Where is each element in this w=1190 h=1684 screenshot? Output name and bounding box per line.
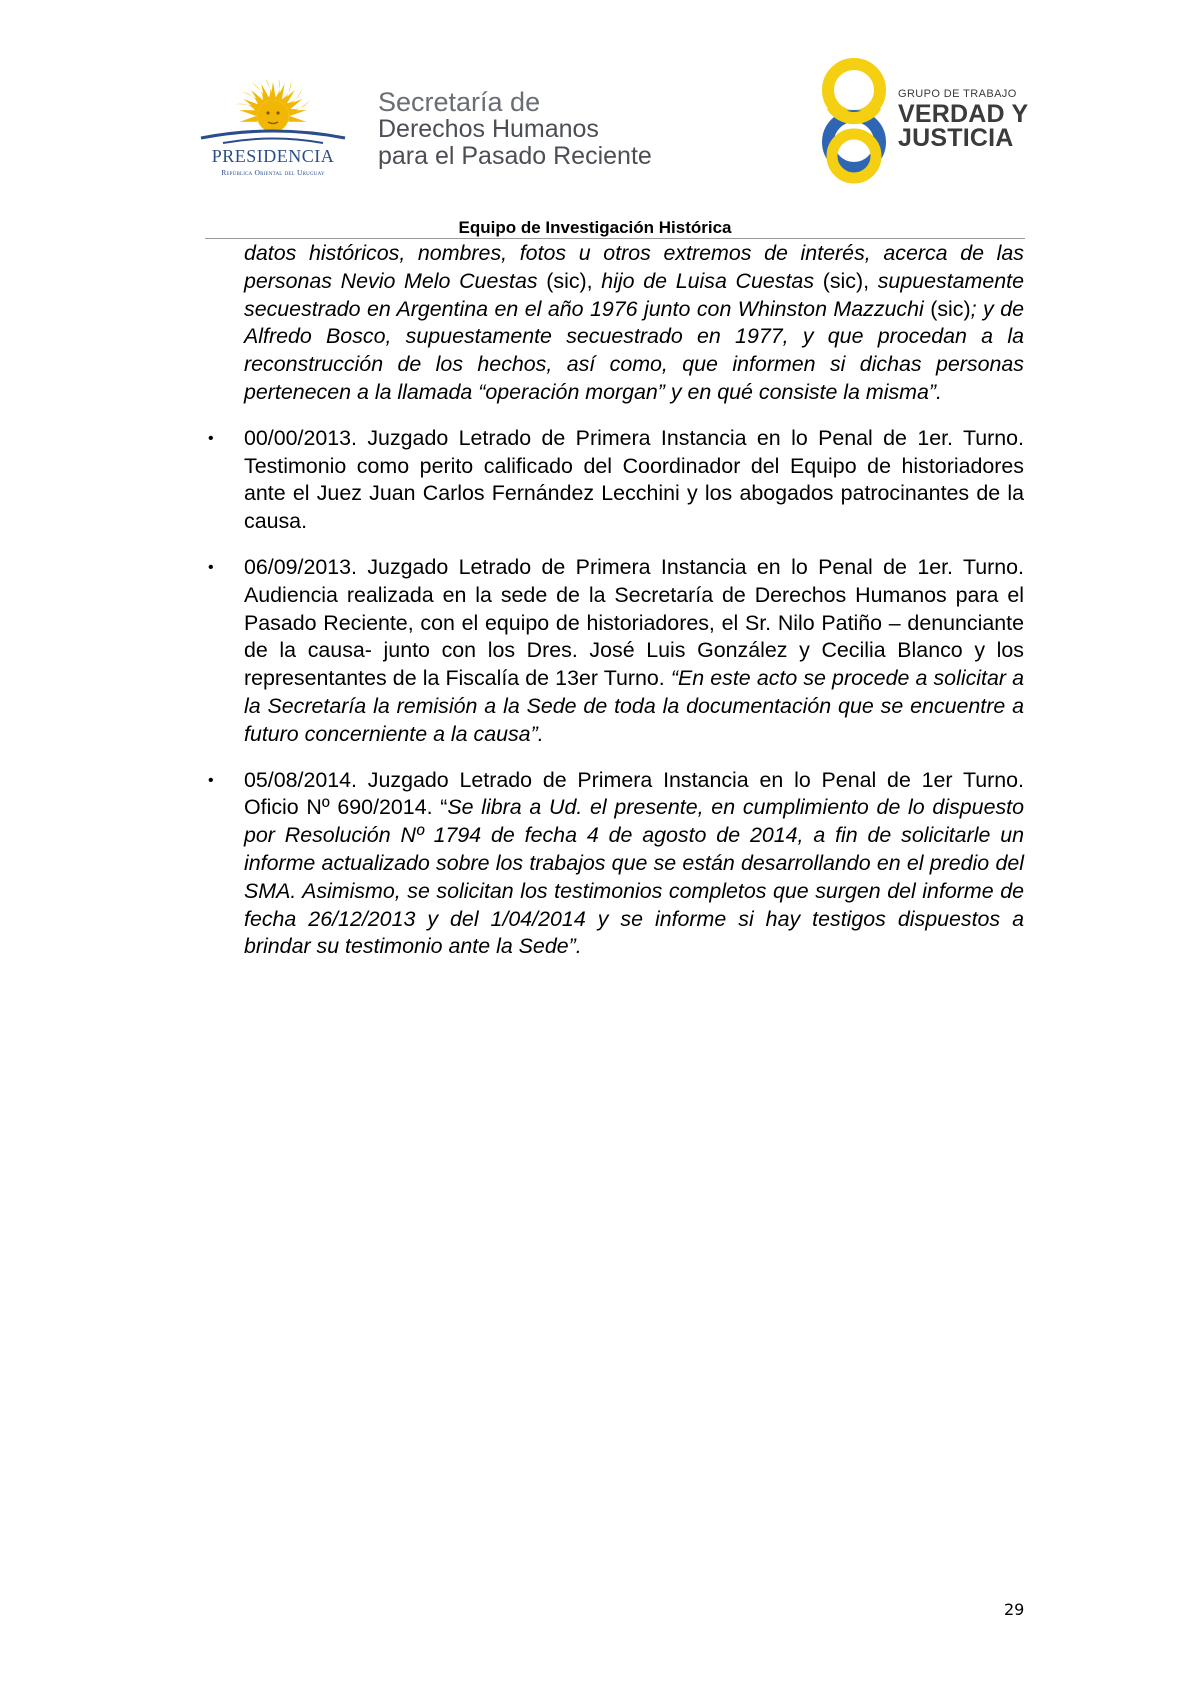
- list-item: [208, 554, 1024, 749]
- list-item-text: [244, 554, 1024, 749]
- entry-3-text: 05/08/2014. Juzgado Letrado de Primera Instancia en lo Penal de 1er Turno. Oficio Nº 690/2014. “: [244, 767, 1024, 820]
- secretaria-line-2: Derechos Humanos: [378, 115, 599, 143]
- page-number: 29: [1004, 1600, 1025, 1619]
- list-item: [208, 425, 1024, 536]
- secretaria-title: [378, 89, 652, 170]
- presidencia-name: PRESIDENCIA: [211, 146, 335, 166]
- continuation-text-4: (sic),: [814, 268, 878, 293]
- verdad-word: VERDAD Y: [898, 100, 1029, 128]
- list-item-text: [244, 767, 1024, 962]
- entry-2-text: 06/09/2013. Juzgado Letrado de Primera Instancia en lo Penal de 1er. Turno. Audiencia realizada en la sede de la Secretaría de Derechos Humanos para el Pasado Reciente, con el equipo de historiadores, el Sr. Nilo Patiño – denunciante de la causa- junto con los Dres. José Luis González y Cecilia Blanco y los representantes de la Fiscalía de 13er Turno.: [244, 554, 1024, 691]
- document-body: [208, 240, 1025, 961]
- bullet-icon: •: [208, 558, 214, 576]
- presidencia-logo: [193, 80, 353, 180]
- sun-emblem-icon: [193, 80, 353, 150]
- continuation-paragraph: [244, 240, 1024, 407]
- continuation-text-6: (sic): [923, 296, 971, 321]
- entry-1-text: 00/00/2013. Juzgado Letrado de Primera Instancia en lo Penal de 1er. Turno. Testimonio como perito calificado del Coordinador del Equipo de historiadores ante el Juez Juan Carlos Fernández Lecchini y los abogados patrocinantes de la causa.: [244, 425, 1024, 534]
- presidencia-subtitle: República Oriental del Uruguay: [221, 168, 325, 177]
- verdad-justicia-wordmark: [898, 102, 1028, 150]
- header-divider: [205, 238, 1025, 239]
- continuation-text-5: supuestamente secuestrado en Argentina en el año 1976 junto con Whinston Mazzuchi: [244, 268, 1025, 321]
- bullet-icon: •: [208, 429, 214, 447]
- entry-2-quote: “En este acto se procede a solicitar a la Secretaría la remisión a la Sede de toda la documentación que se encuentre a futuro concerniente a la causa”.: [244, 666, 1024, 746]
- continuation-text-2: (sic),: [537, 268, 602, 293]
- entry-3-quote: Se libra a Ud. el presente, en cumplimiento de lo dispuesto por Resolución Nº 1794 de fecha 4 de agosto de 2014, a fin de solicitarle un informe actualizado sobre los trabajos que se están desarrollando en el predio del SMA. Asimismo, se solicitan los testimonios completos que surgen del informe de fecha 26/12/2013 y del 1/04/2014 y se informe si hay testigos dispuestos a brindar su testimonio ante la Sede”.: [244, 795, 1024, 959]
- continuation-text-3: hijo de Luisa Cuestas: [601, 268, 815, 293]
- continuation-text-7: ; y de Alfredo Bosco, supuestamente secuestrado en 1977, y que procedan a la reconstrucción de los hechos, así como, que informen si dichas personas pertenecen a la llamada “operación morgan” y en qué consiste la misma”.: [244, 296, 1024, 404]
- justicia-word: JUSTICIA: [898, 124, 1014, 152]
- secretaria-line-3: para el Pasado Reciente: [378, 142, 652, 170]
- list-item-text: [244, 425, 1024, 536]
- header-label: Equipo de Investigación Histórica: [458, 218, 732, 237]
- secretaria-line-1: Secretaría de: [378, 87, 541, 117]
- continuation-text-1: datos históricos, nombres, fotos u otros extremos de interés, acerca de las personas Nevio Melo Cuestas: [244, 241, 1024, 293]
- grupo-trabajo-label: GRUPO DE TRABAJO: [898, 88, 1017, 100]
- list-item: [208, 767, 1024, 962]
- bullet-icon: •: [208, 771, 214, 789]
- presidencia-wordmark: [193, 146, 353, 177]
